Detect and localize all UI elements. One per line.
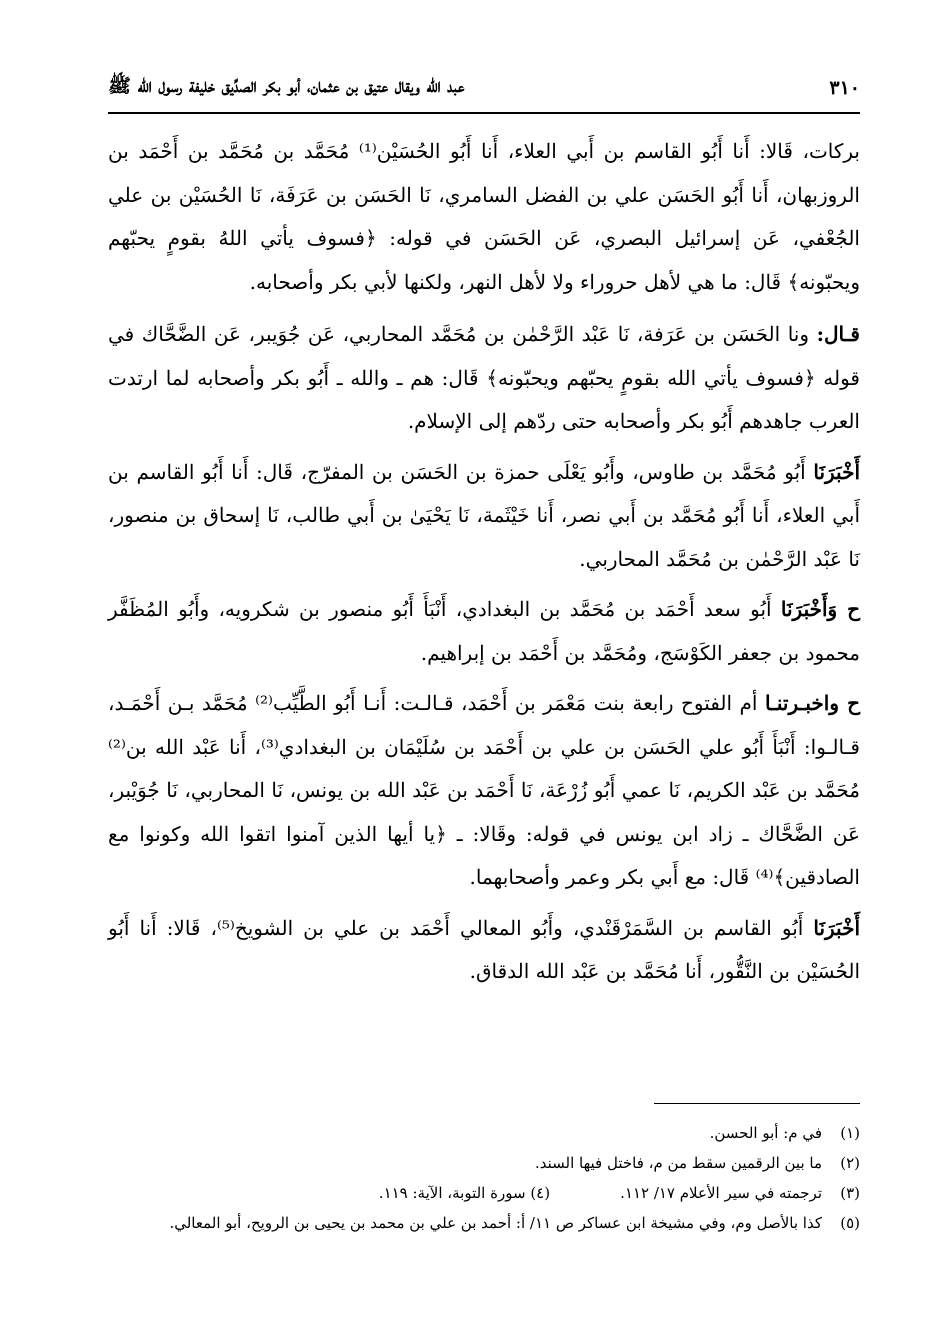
footnote [108,1208,860,1238]
paragraph-lead: أَخْبَرَنَا [813,459,860,484]
footnote [108,1178,860,1208]
paragraph [108,130,860,304]
paragraph-text: أَبُو مُحَمَّد بن طاوس، وأَبُو يَعْلَى حمزة بن الحَسَن بن المفرّج، قَال: أَنا أَبُو القاسم بن أَبي العلاء، أَنا أَبُو مُحَمَّد بن أَبي نصر، أَنا خَيْثَمة، نَا يَحْيَىٰ بن أَبي طالب، نَا إسحاق بن منصور، نَا عَبْد الرَّحْمٰن بن مُحَمَّد المحاربي. [108,459,860,571]
paragraph-text: أَبُو سعد أَحْمَد بن مُحَمَّد بن البغدادي، أَنْبَأَ أَبُو منصور بن شكرويه، وأَبُو المُظَفَّر محمود بن جعفر الكَوْسَج، ومُحَمَّد بن أَحْمَد بن إبراهيم. [108,597,860,665]
paragraph [108,907,860,994]
paragraph-text: أم الفتوح رابعة بنت مَعْمَر بن أَحْمَد، قـالـت: أَنـا أَبُو الطَّيِّب⁽²⁾ مُحَمَّد بـن أَحْمَـد، قـالـوا: أَنْبَأَ أَبُو علي الحَسَن بن علي بن أَحْمَد بن سُلَيْمَان بن البغدادي⁽³⁾، أَنا عَبْد الله بن⁽²⁾ مُحَمَّد بن عَبْد الكريم، نَا عمي أَبُو زُرْعَة، نَا أَحْمَد بن عَبْد الله بن يونس، نَا المحاربي، نَا جُوَيْبر، عَن الضَّحَّاك ـ زاد ابن يونس في قوله: وقَالا: ـ ﴿يا أيها الذين آمنوا اتقوا الله وكونوا مع الصادقين﴾⁽⁴⁾ قَال: مع أَبي بكر وعمر وأصحابهما. [108,691,861,889]
footnote-separator [654,1103,860,1104]
paragraph-lead: ح واخبـرتنـا [764,691,860,715]
footnote-text: في م: أبو الحسن. [709,1124,822,1142]
paragraph [108,682,860,900]
footnotes [108,1118,860,1238]
footnote-text: كذا بالأصل وم، وفي مشيخة ابن عساكر ص ١١/ أ: أحمد بن علي بن محمد بن يحيى بن الرويح، أبو المعالي. [169,1214,822,1232]
paragraph-text: بركات، قَالا: أَنا أَبُو القاسم بن أَبي العلاء، أَنا أَبُو الحُسَيْن⁽¹⁾ مُحَمَّد بن مُحَمَّد بن أَحْمَد بن الروزبهان، أَنا أَبُو الحَسَن علي بن الفضل السامري، نَا الحَسَن بن عَرَفَة، نَا الحُسَيْن بن علي الجُعْفي، عَن إسرائيل البصري، عَن الحَسَن في قوله: ﴿فسوف يأتي اللهُ بقومٍ يحبّهم ويحبّونه﴾ قَال: ما هي لأهل حروراء ولا لأهل النهر، ولكنها لأبي بكر وأصحابه. [108,139,860,294]
footnote-number: (١) [840,1124,860,1142]
footnote-number: (٣) [840,1184,860,1202]
page-number: ٣١٠ [829,77,860,99]
main-text [108,130,860,1001]
footnote-number: (٢) [840,1154,860,1172]
paragraph-text: ونا الحَسَن بن عَرَفة، نَا عَبْد الرَّحْمٰن بن مُحَمَّد المحاربي، عَن جُوَيبر، عَن الضَّحَّاك في قوله ﴿فسوف يأتي الله بقومٍ يحبّهم ويحبّونه﴾ قَال: هم ـ والله ـ أَبُو بكر وأصحابه لما ارتدت العرب جاهدهم أَبُو بكر وأصحابه حتى ردّهم إلى الإسلام. [108,322,860,433]
paragraph [108,451,860,582]
page-header [108,70,860,106]
paragraph-lead: أَخْبَرَنَا [813,915,860,940]
footnote-number: (٤) [530,1184,551,1202]
footnote [108,1118,860,1148]
footnote-text: سورة التوبة، الآية: ١١٩. [378,1184,526,1202]
paragraph-lead: ح وَأَخْبَرَنَا [780,597,860,621]
footnote-text: ما بين الرقمين سقط من م، فاختل فيها السند. [534,1154,822,1172]
paragraph-text: أَبُو القاسم بن السَّمَرْقَنْدي، وأَبُو المعالي أَحْمَد بن علي بن الشويخ⁽⁵⁾، قَالا: أَنا أَبُو الحُسَيْن بن النَّقُّور، أَنا مُحَمَّد بن عَبْد الله الدقاق. [108,915,860,983]
paragraph [108,313,860,444]
footnote [108,1148,860,1178]
header-rule [108,112,860,114]
running-title: عبد الله ويقال عتيق بن عثمان، أبو بكر الصدِّيق خليفة رسول الله ﷺ [108,75,465,97]
paragraph [108,588,860,675]
footnote-number: (٥) [840,1214,860,1232]
paragraph-lead: قـال: [816,322,860,346]
footnote-text: ترجمته في سير الأعلام ١٧/ ١١٢. [620,1184,822,1202]
